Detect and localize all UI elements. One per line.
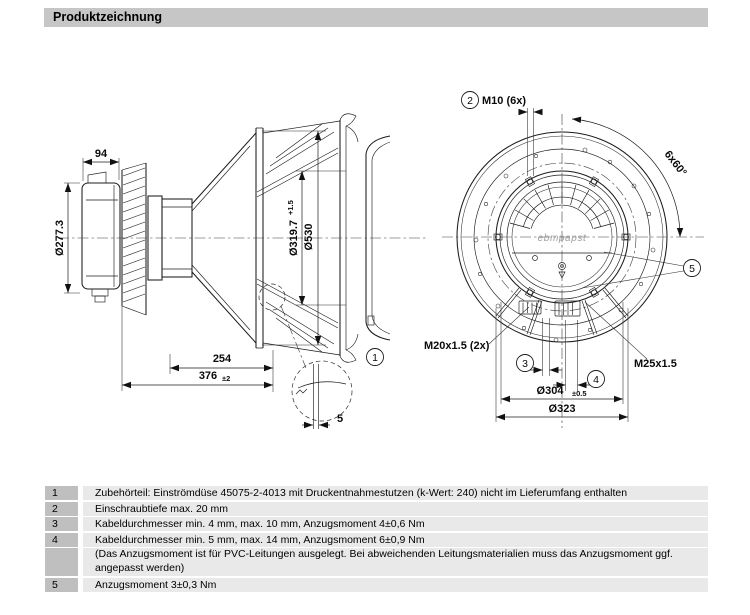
note-text: Kabeldurchmesser min. 4 mm, max. 10 mm, Anzugsmoment 4±0,6 Nm xyxy=(83,517,708,531)
table-row xyxy=(45,533,708,547)
dim-motor-diameter: Ø277.3 xyxy=(54,219,66,257)
note-number: 1 xyxy=(45,486,78,500)
callout-4: 4 xyxy=(593,374,599,386)
note-number: 5 xyxy=(45,578,78,592)
dim-depth-254: 254 xyxy=(212,353,232,365)
front-view-dimensions xyxy=(489,108,684,422)
note-text-line1: (Das Anzugsmoment ist für PVC-Leitungen ausgelegt. Bei abweichenden Leitungsmaterialien muss das Anzugsmoment ggf. xyxy=(95,548,673,560)
front-view xyxy=(424,92,704,429)
note-text xyxy=(83,548,708,576)
rotor-blade-column xyxy=(122,163,146,315)
dim-inlet-diameter: Ø319.7 xyxy=(288,219,300,257)
motor-outline xyxy=(82,172,120,302)
dim-overlap-5: 5 xyxy=(336,413,344,425)
callout-3: 3 xyxy=(522,358,528,370)
callout-2: 2 xyxy=(467,95,473,107)
label-hole-pattern: 6x60° xyxy=(661,148,689,179)
dim-bolt-circle: Ø304 xyxy=(536,385,564,397)
callout-1: 1 xyxy=(372,352,378,364)
note-text: Einschraubtiefe max. 20 mm xyxy=(83,502,708,516)
cover-screw xyxy=(533,256,538,261)
side-view xyxy=(54,114,428,429)
table-row xyxy=(45,486,708,500)
note-text: Kabeldurchmesser min. 5 mm, max. 14 mm, Anzugsmoment 6±0,9 Nm xyxy=(83,533,708,547)
label-m10: M10 (6x) xyxy=(482,95,527,107)
table-row xyxy=(45,502,708,516)
note-text: Anzugsmoment 3±0,3 Nm xyxy=(83,578,708,592)
ebmpapst-logo: ebmpapst xyxy=(537,233,587,244)
dim-inlet-diameter-tolerance: +1.5 xyxy=(286,200,295,215)
note-number: 3 xyxy=(45,517,78,531)
note-number xyxy=(45,548,78,576)
dim-total-depth-tolerance: ±2 xyxy=(222,374,231,383)
note-number: 2 xyxy=(45,502,78,516)
label-m25: M25x1.5 xyxy=(634,358,677,370)
dim-flange-diameter: Ø323 xyxy=(548,403,576,415)
table-row xyxy=(45,578,708,592)
dim-motor-depth: 94 xyxy=(94,148,108,160)
table-row xyxy=(45,517,708,531)
note-number: 4 xyxy=(45,533,78,547)
dim-impeller-diameter: Ø530 xyxy=(303,223,315,251)
label-m20: M20x1.5 (2x) xyxy=(424,340,490,352)
note-text: Zubehörteil: Einströmdüse 45075-2-4013 mit Druckentnahmestutzen (k-Wert: 240) nicht im Lieferumfang enthalten xyxy=(83,486,708,500)
cover-screw xyxy=(587,256,592,261)
table-row xyxy=(45,548,708,576)
note-text-line2: angepasst werden) xyxy=(95,561,185,574)
dim-bolt-circle-tolerance: ±0.5 xyxy=(572,389,587,398)
notes-table xyxy=(45,486,708,593)
section-title: Produktzeichnung xyxy=(53,10,163,24)
dim-total-depth: 376 xyxy=(198,370,218,382)
callout-5: 5 xyxy=(689,263,695,275)
